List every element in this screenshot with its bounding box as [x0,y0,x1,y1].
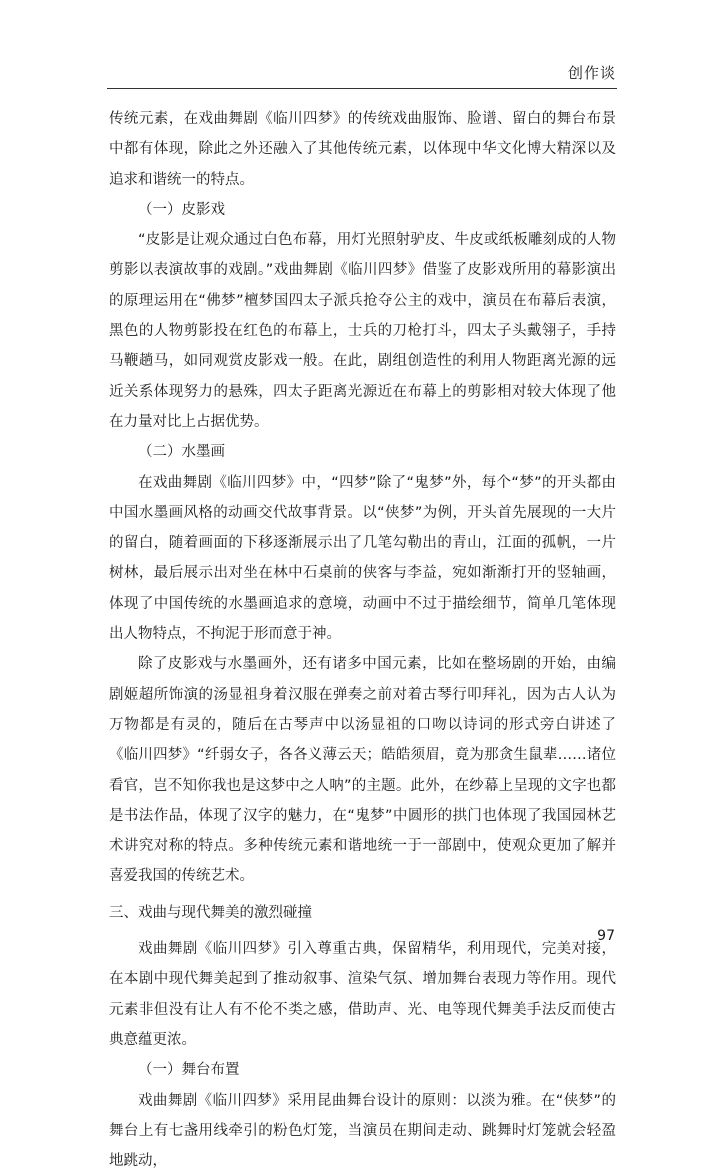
section-heading: 三、戏曲与现代舞美的激烈碰撞 [109,898,616,928]
subsection-heading-ink-painting: （二）水墨画 [109,437,616,467]
paragraph: 戏曲舞剧《临川四梦》引入尊重古典，保留精华，利用现代，完美对接，在本剧中现代舞美起到了推动叙事、渲染气氛、增加舞台表现力等作用。现代元素非但没有让人有不伦不类之感，借助声、光、电等现代舞美手法反而使古典意蕴更浓。 [109,934,616,1055]
paragraph: 戏曲舞剧《临川四梦》采用昆曲舞台设计的原则：以淡为雅。在“侠梦”的舞台上有七盏用线牵引的粉色灯笼，当演员在期间走动、跳舞时灯笼就会轻盈地跳动， [109,1086,616,1176]
article-body [109,104,616,1176]
paragraph: 除了皮影戏与水墨画外，还有诸多中国元素，比如在整场剧的开始，由编剧姬超所饰演的汤显祖身着汉服在弹奏之前对着古琴行叩拜礼，因为古人认为万物都是有灵的，随后在古琴声中以汤显祖的口吻以诗词的形式旁白讲述了《临川四梦》“纤弱女子，各各义薄云天；皓皓须眉，竟为那贪生鼠辈……诸位看官，岂不知你我也是这梦中之人呐”的主题。此外，在纱幕上呈现的文字也都是书法作品，体现了汉字的魅力，在“鬼梦”中圆形的拱门也体现了我国园林艺术讲究对称的特点。多种传统元素和谐地统一于一部剧中，使观众更加了解并喜爱我国的传统艺术。 [109,649,616,891]
running-head: 创作谈 [568,62,616,83]
paragraph: 在戏曲舞剧《临川四梦》中，“四梦”除了“鬼梦”外，每个“梦”的开头都由中国水墨画风格的动画交代故事背景。以“侠梦”为例，开头首先展现的一大片的留白，随着画面的下移逐渐展示出了几笔勾勒出的青山，江面的孤帆，一片树林，最后展示出对坐在林中石桌前的侠客与李益，宛如渐渐打开的竖轴画，体现了中国传统的水墨画追求的意境，动画中不过于描绘细节，简单几笔体现出人物特点，不拘泥于形而意于神。 [109,468,616,650]
paragraph: “皮影是让观众通过白色布幕，用灯光照射驴皮、牛皮或纸板雕刻成的人物剪影以表演故事的戏剧。”戏曲舞剧《临川四梦》借鉴了皮影戏所用的幕影演出的原理运用在“佛梦”檀梦国四太子派兵抢夺公主的戏中，演员在布幕后表演，黑色的人物剪影投在红色的布幕上，士兵的刀枪打斗，四太子头戴翎子，手持马鞭趟马，如同观赏皮影戏一般。在此，剧组创造性的利用人物距离光源的远近关系体现努力的悬殊，四太子距离光源近在布幕上的剪影相对较大体现了他在力量对比上占据优势。 [109,225,616,437]
page-number: 97 [597,928,615,944]
header-rule [107,88,617,89]
paragraph: 传统元素，在戏曲舞剧《临川四梦》的传统戏曲服饰、脸谱、留白的舞台布景中都有体现，除此之外还融入了其他传统元素，以体现中华文化博大精深以及追求和谐统一的特点。 [109,104,616,195]
subsection-heading-shadow-play: （一）皮影戏 [109,195,616,225]
subsection-heading-stage-setting: （一）舞台布置 [109,1055,616,1085]
